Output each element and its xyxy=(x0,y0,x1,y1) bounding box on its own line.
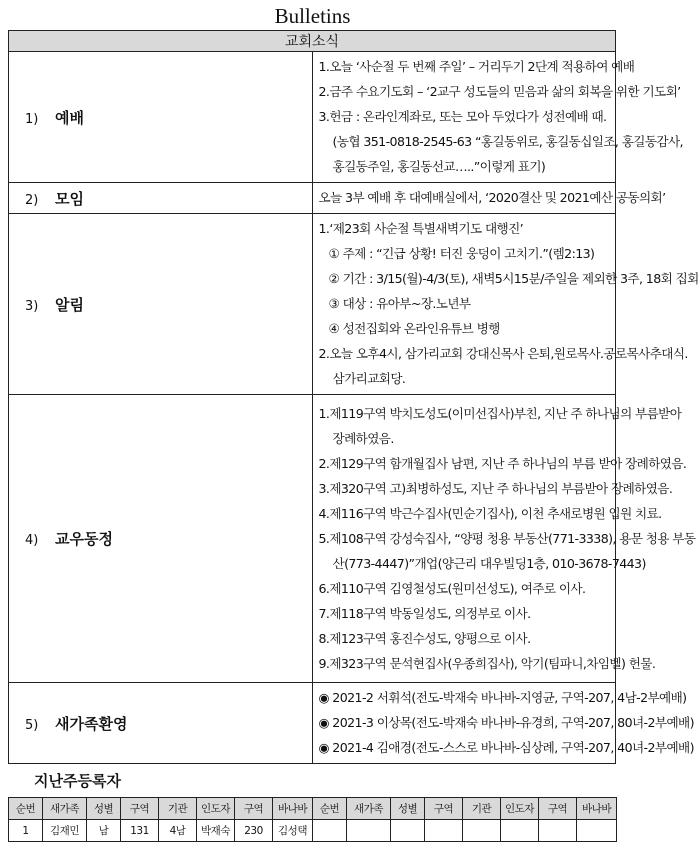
content-line: 삼가리교회당. xyxy=(332,371,406,386)
registry-header-cell: 기관 xyxy=(463,798,501,820)
section-row xyxy=(9,395,616,683)
registry-table xyxy=(8,797,617,842)
section-row xyxy=(9,52,616,183)
registry-cell: 4남 xyxy=(159,820,197,842)
registry-cell: 230 xyxy=(235,820,273,842)
registry-body xyxy=(9,798,617,842)
registry-header-cell: 인도자 xyxy=(197,798,235,820)
section-row xyxy=(9,214,616,395)
registry-header-cell: 새가족 xyxy=(43,798,87,820)
content-line: 1.‘제23회 사순절 특별새벽기도 대행진’ xyxy=(318,221,524,236)
registry-cell: 김성택 xyxy=(273,820,313,842)
section-number: 3) xyxy=(25,298,39,314)
content-line: ◉ 2021-4 김애경(전도-스스로 바나바-심상례, 구역-207, 40녀-2부예배) xyxy=(318,740,694,755)
registry-header-cell: 구역 xyxy=(539,798,577,820)
content-line: ④ 성전집회와 온라인유튜브 병행 xyxy=(328,321,500,336)
registry-cell: 1 xyxy=(9,820,43,842)
section-name: 알림 xyxy=(55,295,84,314)
section-category xyxy=(9,52,313,183)
registry-row xyxy=(9,820,617,842)
section-number: 1) xyxy=(25,111,39,127)
section-name: 새가족환영 xyxy=(55,714,128,733)
registry-header-cell: 기관 xyxy=(159,798,197,820)
content-line: 6.제110구역 김영철성도(원미선성도), 여주로 이사. xyxy=(318,580,586,596)
section-category xyxy=(9,214,313,395)
page-title: Bulletins xyxy=(274,4,351,28)
registry-cell: 김재민 xyxy=(43,820,87,842)
registry-header-row xyxy=(9,798,617,820)
registry-header-cell: 바나바 xyxy=(577,798,617,820)
section-category xyxy=(9,395,313,683)
registry-cell xyxy=(425,820,463,842)
content-line: 3.헌금 : 온라인계좌로, 또는 모아 두었다가 성전예배 때. xyxy=(318,109,607,124)
content-line: 장례하였음. xyxy=(332,430,394,446)
registry-cell xyxy=(313,820,347,842)
content-line: ③ 대상 : 유아부~장.노년부 xyxy=(328,296,471,311)
content-line: 9.제323구역 문석현집사(우종희집사), 악기(팀파니,차임벨) 헌물. xyxy=(318,655,656,671)
content-line: 3.제320구역 고)최병하성도, 지난 주 하나님의 부름받아 장례하였음. xyxy=(318,480,673,496)
church-news-header-row xyxy=(9,31,616,52)
section-name: 교우동정 xyxy=(55,530,113,548)
registry-cell xyxy=(463,820,501,842)
section-content xyxy=(312,395,696,683)
content-line: 2.제129구역 함개월집사 남편, 지난 주 하나님의 부름 받아 장례하였음. xyxy=(318,455,687,471)
content-line: 홍길동주일, 홍길동선교…..”이렇게 표기) xyxy=(332,159,546,174)
content-line: 2.금주 수요기도회 – ‘2교구 성도들의 믿음과 삶의 회복을 위한 기도회’ xyxy=(318,84,681,99)
content-line: ② 기간 : 3/15(월)-4/3(토), 새벽5시15분/주일을 제외한 3주, 18회 집회 xyxy=(328,271,699,286)
registry-header-cell: 구역 xyxy=(121,798,159,820)
content-line: 7.제118구역 박동일성도, 의정부로 이사. xyxy=(318,605,531,621)
content-line: 4.제116구역 박근수집사(민순기집사), 이천 추새로병원 입원 치료. xyxy=(318,505,662,521)
section-number: 4) xyxy=(25,533,39,548)
registry-cell xyxy=(347,820,391,842)
content-line: 오늘 3부 예배 후 대예배실에서, ‘2020결산 및 2021예산 공동의회’ xyxy=(318,190,666,205)
registry-header-cell: 성별 xyxy=(87,798,121,820)
content-line: 2.오늘 오후4시, 삼가리교회 강대신목사 은퇴,원로목사.공로목사추대식. xyxy=(318,346,688,361)
registry-cell: 131 xyxy=(121,820,159,842)
registry-cell: 남 xyxy=(87,820,121,842)
content-line: (농협 351-0818-2545-63 “홍길동위로, 홍길동십일조, 홍길동감사, xyxy=(332,134,683,149)
registry-header-cell: 성별 xyxy=(391,798,425,820)
registry-header-cell: 순번 xyxy=(313,798,347,820)
section-content xyxy=(312,52,683,183)
registry-cell xyxy=(501,820,539,842)
registry-header-cell: 새가족 xyxy=(347,798,391,820)
content-line: 1.오늘 ‘사순절 두 번째 주일’ – 거리두기 2단계 적용하여 예배 xyxy=(318,59,635,74)
content-line: 5.제108구역 강성숙집사, “양평 청용 부동산(771-3338), 용문 청용 부동 xyxy=(318,530,696,546)
church-news-header: 교회소식 xyxy=(9,31,616,52)
registry-header-cell: 인도자 xyxy=(501,798,539,820)
church-news-table xyxy=(8,30,699,764)
registry-header-cell: 구역 xyxy=(425,798,463,820)
section-name: 예배 xyxy=(55,108,84,127)
registry-cell xyxy=(539,820,577,842)
registry-header-cell: 순번 xyxy=(9,798,43,820)
section-content xyxy=(312,214,699,395)
content-line: ① 주제 : “긴급 상황! 터진 웅덩이 고치기.”(렘2:13) xyxy=(328,246,595,261)
section-category xyxy=(9,683,313,764)
section-content xyxy=(312,683,694,764)
section-content xyxy=(312,183,666,214)
content-line: ◉ 2021-2 서휘석(전도-박재숙 바나바-지영균, 구역-207, 4남-2부예배) xyxy=(318,690,687,705)
section-row xyxy=(9,183,616,214)
sections-body xyxy=(9,52,699,764)
content-line: ◉ 2021-3 이상목(전도-박재숙 바나바-유경희, 구역-207, 80녀-2부예배) xyxy=(318,715,694,730)
section-number: 5) xyxy=(25,717,39,733)
content-line: 산(773-4447)”개업(양근리 대우빌딩1층, 010-3678-7443) xyxy=(332,555,646,571)
registry-cell xyxy=(577,820,617,842)
section-name: 모임 xyxy=(55,189,84,208)
content-line: 1.제119구역 박치도성도(이미선집사)부친, 지난 주 하나님의 부름받아 xyxy=(318,405,682,421)
section-number: 2) xyxy=(25,192,39,208)
registry-header-cell: 구역 xyxy=(235,798,273,820)
registry-header-cell: 바나바 xyxy=(273,798,313,820)
section-category xyxy=(9,183,313,214)
content-line: 8.제123구역 홍진수성도, 양평으로 이사. xyxy=(318,630,531,646)
registry-title: 지난주등록자 xyxy=(34,772,121,790)
registry-cell: 박재숙 xyxy=(197,820,235,842)
registry-cell xyxy=(391,820,425,842)
section-row xyxy=(9,683,616,764)
